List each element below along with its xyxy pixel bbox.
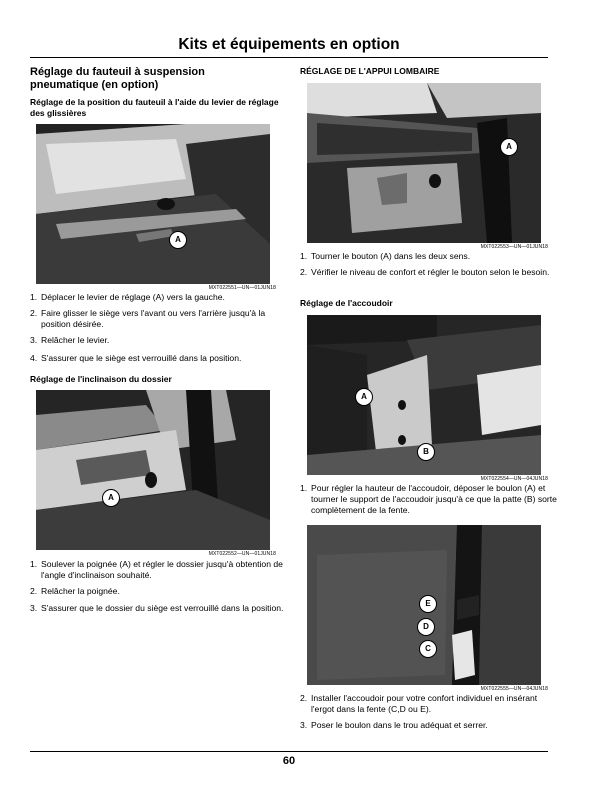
section-heading: RÉGLAGE DE L'APPUI LOMBAIRE — [300, 66, 440, 76]
subsection-heading: Réglage de l'accoudoir — [300, 298, 393, 308]
photo-caption: MXT022554—UN—04JUN18 — [480, 476, 548, 482]
callout-a: A — [102, 489, 120, 507]
backrest-handle-photo — [36, 390, 270, 550]
page-number: 60 — [282, 755, 296, 767]
list-item: 2. Relâcher la poignée. — [30, 586, 120, 596]
callout-a: A — [500, 138, 518, 156]
armrest-slot-photo — [307, 525, 541, 685]
callout-e: E — [419, 595, 437, 613]
callout-a: A — [355, 388, 373, 406]
callout-d: D — [417, 618, 435, 636]
header-rule — [30, 57, 548, 58]
page-title: Kits et équipements en option — [178, 36, 400, 53]
callout-b: B — [417, 443, 435, 461]
subsection-heading: Réglage de l'inclinaison du dossier — [30, 374, 172, 384]
section-heading: Réglage du fauteuil à suspension pneumatique (en option) — [30, 66, 205, 91]
list-item: 2. Installer l'accoudoir pour votre confort individuel en insérant l'ergot dans la fente (C,D ou E). — [300, 693, 538, 714]
callout-c: C — [419, 640, 437, 658]
list-item: 1. Pour régler la hauteur de l'accoudoir, déposer le boulon (A) et tourner le support de l'accoudoir jusqu'à ce que la patte (B) sorte complètement de la fente. — [300, 483, 557, 515]
list-item: 4. S'assurer que le siège est verrouillé dans la position. — [30, 353, 242, 363]
photo-caption: MXT022552—UN—01JUN18 — [208, 551, 276, 557]
lumbar-knob-photo — [307, 83, 541, 243]
list-item: 2. Vérifier le niveau de confort et régler le bouton selon le besoin. — [300, 267, 550, 277]
list-item: 1. Déplacer le levier de réglage (A) vers la gauche. — [30, 292, 225, 302]
seat-slide-lever-photo — [36, 124, 270, 284]
photo-caption: MXT022551—UN—01JUN18 — [208, 285, 276, 291]
list-item: 3. S'assurer que le dossier du siège est verrouillé dans la position. — [30, 603, 284, 613]
list-item: 3. Poser le boulon dans le trou adéquat et serrer. — [300, 720, 488, 730]
callout-a: A — [169, 231, 187, 249]
photo-caption: MXT022555—UN—04JUN18 — [480, 686, 548, 692]
list-item: 3. Relâcher le levier. — [30, 335, 110, 345]
subsection-heading: Réglage de la position du fauteuil à l'aide du levier de réglage des glissières — [30, 97, 279, 118]
list-item: 1. Soulever la poignée (A) et régler le dossier jusqu'à obtention de l'angle d'inclinaison souhaité. — [30, 559, 283, 580]
list-item: 2. Faire glisser le siège vers l'avant ou vers l'arrière jusqu'à la position désirée. — [30, 308, 266, 329]
list-item: 1. Tourner le bouton (A) dans les deux sens. — [300, 251, 471, 261]
footer-rule — [30, 751, 548, 752]
photo-caption: MXT022553—UN—01JUN18 — [480, 244, 548, 250]
armrest-bolt-photo — [307, 315, 541, 475]
